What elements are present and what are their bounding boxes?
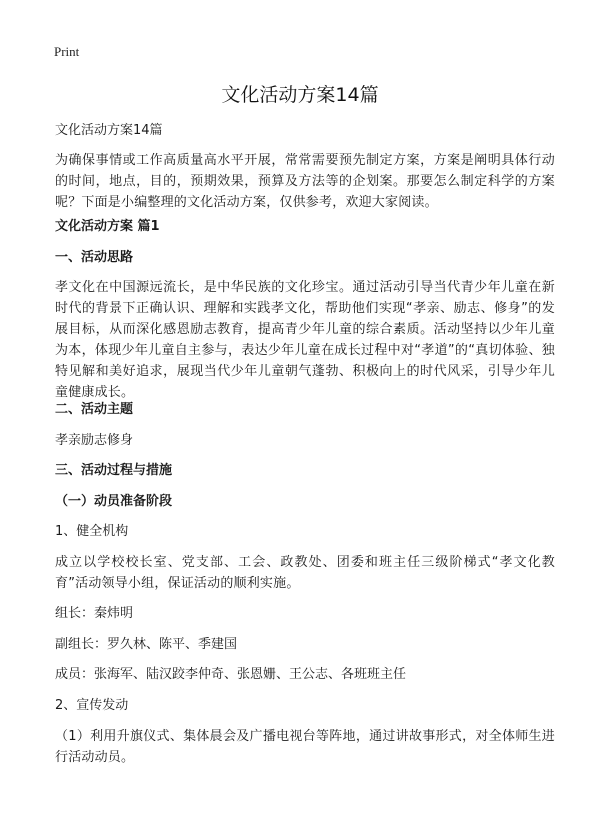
item-establish-organization: 1、健全机构 bbox=[55, 524, 129, 539]
document-title: 文化活动方案14篇 bbox=[221, 84, 379, 106]
heading-activity-theme: 二、活动主题 bbox=[55, 402, 134, 417]
vice-leader-line: 副组长：罗久林、陈平、季建国 bbox=[55, 637, 238, 652]
members-line: 成员：张海军、陆汉跤李仲奇、张恩姗、王公志、各班班主任 bbox=[55, 667, 407, 682]
section-title: 文化活动方案 篇1 bbox=[55, 219, 160, 234]
heading-activity-thinking: 一、活动思路 bbox=[55, 250, 134, 265]
paragraph-promotion: （1）利用升旗仪式、集体晨会及广播电视台等阵地，通过讲故事形式，对全体师生进行活动动员。 bbox=[55, 729, 555, 765]
paragraph-organization: 成立以学校校长室、党支部、工会、政教处、团委和班主任三级阶梯式“孝文化教育”活动领导小组，保证活动的顺利实施。 bbox=[55, 555, 555, 591]
document-subtitle: 文化活动方案14篇 bbox=[55, 123, 163, 138]
heading-activity-process: 三、活动过程与措施 bbox=[55, 463, 173, 478]
heading-stage-one: （一）动员准备阶段 bbox=[55, 494, 173, 509]
paragraph-activity-thinking: 孝文化在中国源远流长，是中华民族的文化珍宝。通过活动引导当代青少年儿童在新时代的背景下正确认识、理解和实践孝文化，帮助他们实现“孝亲、励志、修身”的发展目标，从而深化感恩励志教育，提高青少年儿童的综合素质。活动坚持以少年儿童为本，体现少年儿童自主参与，表达少年儿童在成长过程中对“孝道”的“真切体验、独特见解和美好追求，展现当代少年儿童朝气蓬勃、积极向上的时代风采，引导少年儿童健康成长。 bbox=[55, 280, 555, 400]
item-promotion: 2、宣传发动 bbox=[55, 698, 129, 713]
leader-line: 组长：秦炜明 bbox=[55, 606, 134, 621]
paragraph-activity-theme: 孝亲励志修身 bbox=[55, 433, 134, 448]
print-label: Print bbox=[54, 44, 80, 59]
intro-paragraph: 为确保事情或工作高质量高水平开展，常常需要预先制定方案，方案是阐明具体行动的时间，地点，目的，预期效果，预算及方法等的企划案。那要怎么制定科学的方案呢？下面是小编整理的文化活动方案，仅供参考，欢迎大家阅读。 bbox=[55, 153, 555, 210]
